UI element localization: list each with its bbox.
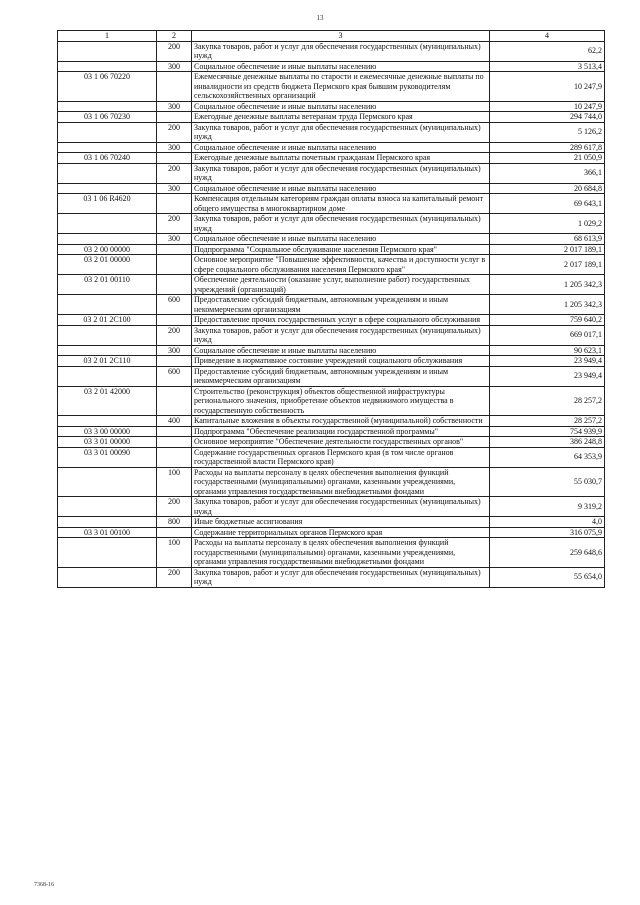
expense-type-cell: 200 xyxy=(157,214,192,234)
item-name-cell: Закупка товаров, работ и услуг для обеспечения государственных (муниципальных) нужд xyxy=(192,163,490,183)
amount-cell: 316 075,9 xyxy=(490,527,605,538)
amount-cell: 69 643,1 xyxy=(490,194,605,214)
expense-type-cell: 200 xyxy=(157,122,192,142)
table-row xyxy=(58,214,605,234)
item-name-cell: Предоставление субсидий бюджетным, автономным учреждениям и иным некоммерческим организациям xyxy=(192,295,490,315)
item-name-cell: Основное мероприятие "Повышение эффективности, качества и доступности услуг в сфере социального обслуживания населения Пермского края" xyxy=(192,255,490,275)
code-cell: 03 3 01 00000 xyxy=(58,437,157,448)
amount-cell: 754 939,9 xyxy=(490,426,605,437)
amount-cell: 10 247,9 xyxy=(490,72,605,102)
code-cell: 03 2 01 2С110 xyxy=(58,356,157,367)
expense-type-cell xyxy=(157,386,192,416)
expense-type-cell: 300 xyxy=(157,183,192,194)
item-name-cell: Закупка товаров, работ и услуг для обеспечения государственных (муниципальных) нужд xyxy=(192,567,490,587)
amount-cell: 669 017,1 xyxy=(490,325,605,345)
table-row xyxy=(58,567,605,587)
table-row xyxy=(58,101,605,112)
amount-cell: 62,2 xyxy=(490,41,605,61)
table-header-row xyxy=(58,31,605,42)
item-name-cell: Социальное обеспечение и иные выплаты населению xyxy=(192,101,490,112)
code-cell: 03 1 06 70240 xyxy=(58,153,157,164)
item-name-cell: Ежегодные денежные выплаты ветеранам труда Пермского края xyxy=(192,112,490,123)
amount-cell: 1 205 342,3 xyxy=(490,275,605,295)
item-name-cell: Подпрограмма "Социальное обслуживание населения Пермского края" xyxy=(192,244,490,255)
table-row xyxy=(58,153,605,164)
table-row xyxy=(58,497,605,517)
item-name-cell: Основное мероприятие "Обеспечение деятельности государственных органов" xyxy=(192,437,490,448)
table-row xyxy=(58,356,605,367)
expense-type-cell xyxy=(157,315,192,326)
table-row xyxy=(58,345,605,356)
code-cell xyxy=(58,325,157,345)
table-row xyxy=(58,122,605,142)
table-row xyxy=(58,467,605,497)
amount-cell: 55 654,0 xyxy=(490,567,605,587)
budget-table-body xyxy=(58,31,605,588)
expense-type-cell xyxy=(157,72,192,102)
expense-type-cell: 200 xyxy=(157,567,192,587)
header-cell-1: 1 xyxy=(58,31,157,42)
item-name-cell: Подпрограмма "Обеспечение реализации государственной программы" xyxy=(192,426,490,437)
code-cell: 03 2 01 00000 xyxy=(58,255,157,275)
expense-type-cell: 200 xyxy=(157,163,192,183)
amount-cell: 1 205 342,3 xyxy=(490,295,605,315)
item-name-cell: Обеспечение деятельности (оказание услуг, выполнение работ) государственных учреждений (организаций) xyxy=(192,275,490,295)
expense-type-cell xyxy=(157,356,192,367)
code-cell xyxy=(58,234,157,245)
amount-cell: 9 319,2 xyxy=(490,497,605,517)
amount-cell: 5 126,2 xyxy=(490,122,605,142)
code-cell xyxy=(58,467,157,497)
expense-type-cell xyxy=(157,447,192,467)
code-cell: 03 1 06 70230 xyxy=(58,112,157,123)
item-name-cell: Закупка товаров, работ и услуг для обеспечения государственных (муниципальных) нужд xyxy=(192,325,490,345)
amount-cell: 64 353,9 xyxy=(490,447,605,467)
amount-cell: 23 949,4 xyxy=(490,356,605,367)
table-row xyxy=(58,386,605,416)
table-row xyxy=(58,437,605,448)
table-row xyxy=(58,325,605,345)
item-name-cell: Компенсация отдельным категориям граждан оплаты взноса на капитальный ремонт общего имущества в многоквартирном доме xyxy=(192,194,490,214)
code-cell xyxy=(58,214,157,234)
code-cell xyxy=(58,41,157,61)
code-cell: 03 2 00 00000 xyxy=(58,244,157,255)
code-cell xyxy=(58,163,157,183)
code-cell xyxy=(58,345,157,356)
item-name-cell: Закупка товаров, работ и услуг для обеспечения государственных (муниципальных) нужд xyxy=(192,122,490,142)
item-name-cell: Ежемесячные денежные выплаты по старости и ежемесячные денежные выплаты по инвалидности из средств бюджета Пермского края бывшим руководителям сельскохозяйственных организаций xyxy=(192,72,490,102)
item-name-cell: Социальное обеспечение и иные выплаты населению xyxy=(192,61,490,72)
expense-type-cell: 200 xyxy=(157,325,192,345)
amount-cell: 259 648,6 xyxy=(490,538,605,568)
amount-cell: 68 613,9 xyxy=(490,234,605,245)
code-cell xyxy=(58,142,157,153)
code-cell xyxy=(58,497,157,517)
code-cell xyxy=(58,366,157,386)
expense-type-cell xyxy=(157,112,192,123)
code-cell: 03 2 01 2С100 xyxy=(58,315,157,326)
code-cell xyxy=(58,61,157,72)
item-name-cell: Предоставление субсидий бюджетным, автономным учреждениям и иным некоммерческим организациям xyxy=(192,366,490,386)
table-row xyxy=(58,244,605,255)
code-cell: 03 1 06 70220 xyxy=(58,72,157,102)
code-cell xyxy=(58,567,157,587)
item-name-cell: Предоставление прочих государственных услуг в сфере социального обслуживания xyxy=(192,315,490,326)
expense-type-cell: 300 xyxy=(157,345,192,356)
expense-type-cell: 600 xyxy=(157,366,192,386)
table-row xyxy=(58,72,605,102)
expense-type-cell: 100 xyxy=(157,467,192,497)
code-cell xyxy=(58,295,157,315)
expense-type-cell xyxy=(157,426,192,437)
code-cell: 03 3 01 00100 xyxy=(58,527,157,538)
code-cell: 03 2 01 00110 xyxy=(58,275,157,295)
budget-table xyxy=(57,30,605,588)
code-cell: 03 1 06 R4620 xyxy=(58,194,157,214)
table-row xyxy=(58,447,605,467)
expense-type-cell: 800 xyxy=(157,517,192,528)
table-row xyxy=(58,163,605,183)
amount-cell: 3 513,4 xyxy=(490,61,605,72)
item-name-cell: Строительство (реконструкция) объектов общественной инфраструктуры регионального значения, приобретение объектов недвижимого имущества в государственную собственность xyxy=(192,386,490,416)
page-number: 13 xyxy=(316,14,324,22)
code-cell: 03 3 01 00090 xyxy=(58,447,157,467)
expense-type-cell: 600 xyxy=(157,295,192,315)
item-name-cell: Социальное обеспечение и иные выплаты населению xyxy=(192,142,490,153)
table-row xyxy=(58,194,605,214)
expense-type-cell: 300 xyxy=(157,61,192,72)
table-row xyxy=(58,183,605,194)
amount-cell: 21 050,9 xyxy=(490,153,605,164)
amount-cell: 28 257,2 xyxy=(490,416,605,427)
expense-type-cell xyxy=(157,527,192,538)
table-row xyxy=(58,366,605,386)
header-cell-3: 3 xyxy=(192,31,490,42)
amount-cell: 28 257,2 xyxy=(490,386,605,416)
item-name-cell: Расходы на выплаты персоналу в целях обеспечения выполнения функций государственными (муниципальными) органами, казенными учреждениями, органами управления государственными внебюджетными фондами xyxy=(192,538,490,568)
table-row xyxy=(58,255,605,275)
code-cell xyxy=(58,517,157,528)
code-cell xyxy=(58,101,157,112)
code-cell xyxy=(58,416,157,427)
header-cell-2: 2 xyxy=(157,31,192,42)
table-row xyxy=(58,295,605,315)
header-cell-4: 4 xyxy=(490,31,605,42)
item-name-cell: Социальное обеспечение и иные выплаты населению xyxy=(192,345,490,356)
expense-type-cell xyxy=(157,244,192,255)
item-name-cell: Содержание территориальных органов Пермского края xyxy=(192,527,490,538)
expense-type-cell: 300 xyxy=(157,101,192,112)
table-row xyxy=(58,538,605,568)
code-cell xyxy=(58,122,157,142)
amount-cell: 2 017 189,1 xyxy=(490,255,605,275)
expense-type-cell xyxy=(157,153,192,164)
table-row xyxy=(58,61,605,72)
expense-type-cell xyxy=(157,194,192,214)
amount-cell: 366,1 xyxy=(490,163,605,183)
item-name-cell: Содержание государственных органов Пермского края (в том числе органов государственной власти Пермского края) xyxy=(192,447,490,467)
table-row xyxy=(58,426,605,437)
amount-cell: 289 617,8 xyxy=(490,142,605,153)
expense-type-cell: 100 xyxy=(157,538,192,568)
item-name-cell: Социальное обеспечение и иные выплаты населению xyxy=(192,183,490,194)
amount-cell: 2 017 189,1 xyxy=(490,244,605,255)
item-name-cell: Приведение в нормативное состояние учреждений социального обслуживания xyxy=(192,356,490,367)
table-row xyxy=(58,527,605,538)
code-cell: 03 3 00 00000 xyxy=(58,426,157,437)
amount-cell: 23 949,4 xyxy=(490,366,605,386)
table-row xyxy=(58,517,605,528)
table-row xyxy=(58,234,605,245)
expense-type-cell: 200 xyxy=(157,497,192,517)
item-name-cell: Закупка товаров, работ и услуг для обеспечения государственных (муниципальных) нужд xyxy=(192,41,490,61)
item-name-cell: Закупка товаров, работ и услуг для обеспечения государственных (муниципальных) нужд xyxy=(192,214,490,234)
item-name-cell: Иные бюджетные ассигнования xyxy=(192,517,490,528)
item-name-cell: Расходы на выплаты персоналу в целях обеспечения выполнения функций государственными (муниципальными) органами, казенными учреждениями, органами управления государственными внебюджетными фондами xyxy=(192,467,490,497)
amount-cell: 1 029,2 xyxy=(490,214,605,234)
table-row xyxy=(58,275,605,295)
amount-cell: 10 247,9 xyxy=(490,101,605,112)
amount-cell: 55 030,7 xyxy=(490,467,605,497)
expense-type-cell: 300 xyxy=(157,234,192,245)
amount-cell: 759 640,2 xyxy=(490,315,605,326)
amount-cell: 4,0 xyxy=(490,517,605,528)
expense-type-cell: 200 xyxy=(157,41,192,61)
table-row xyxy=(58,112,605,123)
table-row xyxy=(58,142,605,153)
expense-type-cell xyxy=(157,275,192,295)
table-row xyxy=(58,315,605,326)
document-footer-code: 7368-16 xyxy=(34,882,54,888)
expense-type-cell: 300 xyxy=(157,142,192,153)
amount-cell: 20 684,8 xyxy=(490,183,605,194)
code-cell xyxy=(58,183,157,194)
amount-cell: 386 248,8 xyxy=(490,437,605,448)
expense-type-cell: 400 xyxy=(157,416,192,427)
expense-type-cell xyxy=(157,255,192,275)
amount-cell: 90 623,1 xyxy=(490,345,605,356)
item-name-cell: Ежегодные денежные выплаты почетным гражданам Пермского края xyxy=(192,153,490,164)
code-cell xyxy=(58,538,157,568)
table-row xyxy=(58,416,605,427)
code-cell: 03 2 01 42000 xyxy=(58,386,157,416)
item-name-cell: Социальное обеспечение и иные выплаты населению xyxy=(192,234,490,245)
expense-type-cell xyxy=(157,437,192,448)
item-name-cell: Закупка товаров, работ и услуг для обеспечения государственных (муниципальных) нужд xyxy=(192,497,490,517)
item-name-cell: Капитальные вложения в объекты государственной (муниципальной) собственности xyxy=(192,416,490,427)
amount-cell: 294 744,0 xyxy=(490,112,605,123)
table-row xyxy=(58,41,605,61)
